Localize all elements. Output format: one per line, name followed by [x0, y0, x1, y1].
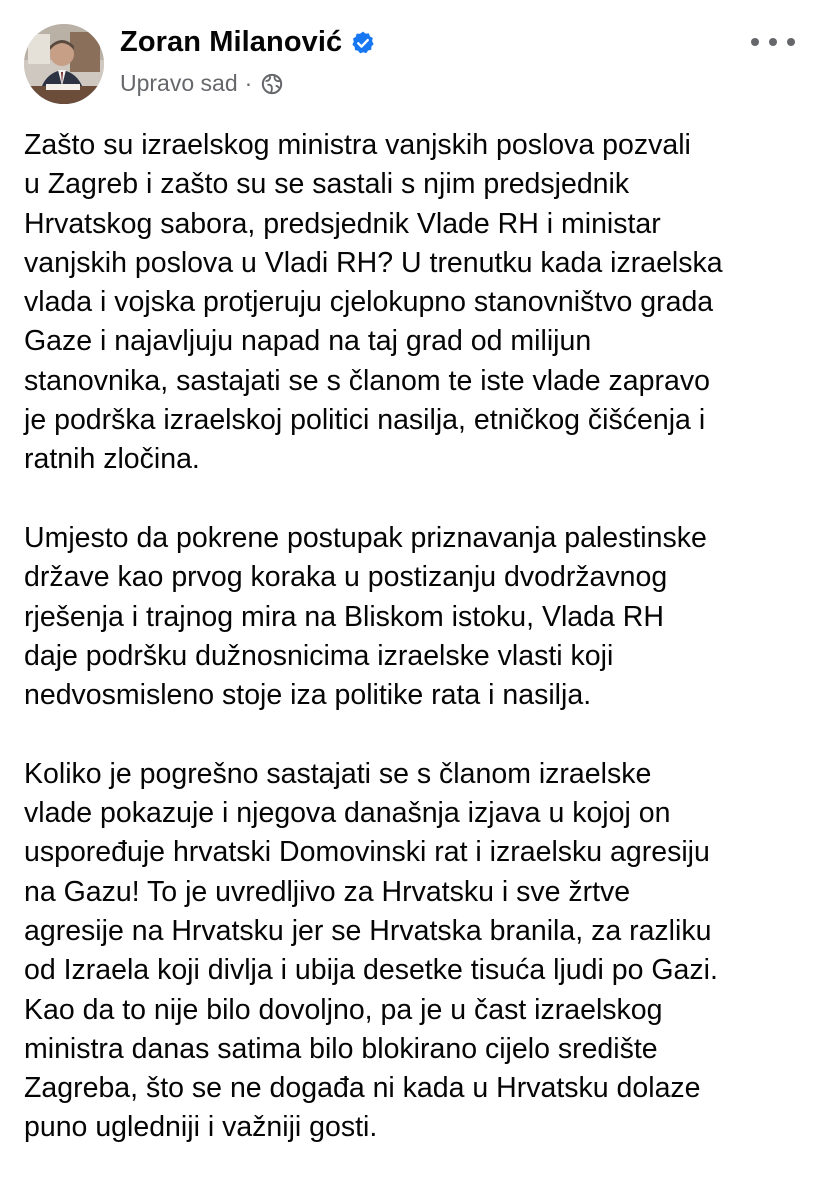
post-line: vlade pokazuje i njegova današnja izjava u kojoj on — [24, 797, 671, 830]
post-line: ratnih zločina. — [24, 443, 200, 476]
post-line: Gaze i najavljuju napad na taj grad od milijun — [24, 325, 592, 358]
globe-icon[interactable] — [261, 73, 283, 95]
author-photo — [24, 24, 104, 104]
verified-badge-icon — [350, 30, 376, 56]
post-line: od Izraela koji divlja i ubija desetke tisuća ljudi po Gazi. — [24, 954, 718, 987]
post-line: Umjesto da pokrene postupak priznavanja palestinske — [24, 521, 707, 554]
post-meta — [120, 70, 283, 97]
post-line: uspoređuje hrvatski Domovinski rat i izraelsku agresiju — [24, 836, 710, 869]
post-line: je podrška izraelskoj politici nasilja, etničkog čišćenja i — [24, 404, 706, 437]
more-dot — [751, 38, 759, 46]
post-timestamp[interactable]: Upravo sad — [120, 70, 238, 96]
post-line: Kao da to nije bilo dovoljno, pa je u čast izraelskog — [24, 993, 663, 1026]
more-dot — [769, 38, 777, 46]
post-line: Zagreba, što se ne događa ni kada u Hrvatsku dolaze — [24, 1072, 701, 1105]
post-header — [0, 0, 815, 120]
post-text — [24, 126, 799, 1148]
post-line: puno ugledniji i važniji gosti. — [24, 1111, 378, 1144]
meta-separator: · — [244, 70, 253, 96]
post-line: vanjskih poslova u Vladi RH? U trenutku kada izraelska — [24, 246, 723, 279]
paragraph-gap — [24, 715, 799, 754]
post-line: stanovnika, sastajati se s članom te iste vlade zapravo — [24, 364, 710, 397]
post-line: daje podršku dužnosnicima izraelske vlasti koji — [24, 639, 614, 672]
post-line: u Zagreb i zašto su se sastali s njim predsjednik — [24, 168, 630, 201]
post-line: na Gazu! To je uvredljivo za Hrvatsku i sve žrtve — [24, 875, 631, 908]
author-name[interactable]: Zoran Milanović — [120, 26, 343, 58]
post-line: države kao prvog koraka u postizanju dvodržavnog — [24, 561, 668, 594]
post-line: Zašto su izraelskog ministra vanjskih poslova pozvali — [24, 129, 691, 161]
more-options-icon[interactable] — [751, 28, 795, 56]
author-row — [120, 26, 376, 59]
post-line: agresije na Hrvatsku jer se Hrvatska branila, za razliku — [24, 914, 712, 947]
post-line: ministra danas satima bilo blokirano cijelo središte — [24, 1032, 658, 1065]
author-avatar[interactable] — [24, 24, 104, 104]
post-line: Koliko je pogrešno sastajati se s članom izraelske — [24, 757, 652, 790]
more-dot — [787, 38, 795, 46]
paragraph-gap — [24, 480, 799, 519]
post-line: vlada i vojska protjeruju cjelokupno stanovništvo grada — [24, 286, 714, 319]
post-line: rješenja i trajnog mira na Bliskom istoku, Vlada RH — [24, 600, 664, 633]
post-line: Hrvatskog sabora, predsjednik Vlade RH i ministar — [24, 207, 661, 240]
post-line: nedvosmisleno stoje iza politike rata i nasilja. — [24, 679, 592, 712]
